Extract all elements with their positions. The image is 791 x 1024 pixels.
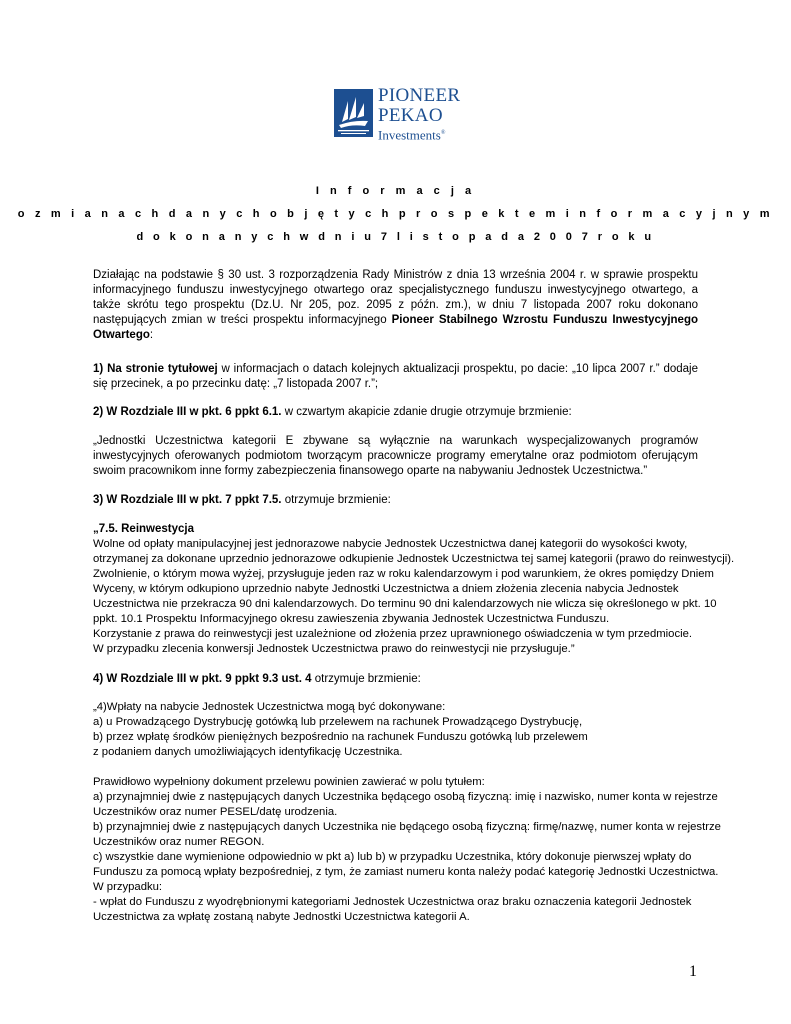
quote-line: b) przynajmniej dwie z następujących danych Uczestnika nie będącego osobą fizyczną: firmę/nazwę, numer konta w rejestrze bbox=[93, 821, 721, 833]
reinwestycja-heading: „7.5. Reinwestycja bbox=[93, 523, 194, 535]
quote-line: a) przynajmniej dwie z następujących danych Uczestnika będącego osobą fizyczną: imię i nazwisko, numer konta w rejestrze bbox=[93, 791, 718, 803]
quote-line: Wyceny, w którym odkupiono uprzednio nabyte Jednostki Uczestnictwa a dniem złożenia zlecenia nabycia Jednostek bbox=[93, 583, 679, 595]
section-2 bbox=[93, 405, 698, 420]
title-line-3: d o k o n a n y c h w d n i u 7 l i s t o p a d a 2 0 0 7 r o k u bbox=[136, 231, 655, 243]
section-3 bbox=[93, 493, 698, 508]
title-line-2: o z m i a n a c h d a n y c h o b j ę t y c h p r o s p e k t e m i n f o r m a c y j n y m bbox=[17, 208, 774, 220]
quote-line: - wpłat do Funduszu z wyodrębnionymi kategoriami Jednostek Uczestnictwa oraz braku oznaczenia kategorii Jednostek bbox=[93, 896, 692, 908]
quote-line: ppkt. 10.1 Prospektu Informacyjnego okresu zawieszenia zbywania Jednostek Uczestnictwa Funduszu. bbox=[93, 613, 610, 625]
title-line-1: I n f o r m a c j a bbox=[315, 185, 476, 197]
logo-registered-mark: ® bbox=[440, 130, 446, 136]
quote-line: Wolne od opłaty manipulacyjnej jest jednorazowe nabycie Jednostek Uczestnictwa danej kategorii do wysokości kwoty, bbox=[93, 538, 688, 550]
quote-line: b) przez wpłatę środków pieniężnych bezpośrednio na rachunek Funduszu gotówką lub przelewem bbox=[93, 731, 588, 743]
quote-line: Uczestników oraz numer PESEL/datę urodzenia. bbox=[93, 806, 338, 818]
section-1 bbox=[93, 362, 698, 392]
logo-line-1: PIONEER bbox=[378, 85, 461, 106]
logo bbox=[378, 86, 460, 142]
section-1-text: w informacjach o datach kolejnych aktualizacji prospektu, po dacie: „10 lipca 2007 r.” dodaje się przecinek, a po przecinku datę: „7 listopada 2007 r.”; bbox=[93, 363, 699, 390]
quote-line: otrzymanej za dokonane uprzednio jednorazowe odkupienie Jednostek Uczestnictwa tej samej kategorii (prawo do reinwestycji). bbox=[93, 553, 735, 565]
intro-paragraph bbox=[93, 268, 698, 343]
quote-line: Korzystanie z prawa do reinwestycji jest uzależnione od złożenia przez uprawnionego oświadczenia w tym przedmiocie. bbox=[93, 628, 693, 640]
section-3-quote-heading bbox=[93, 522, 698, 537]
quote-line: Prawidłowo wypełniony dokument przelewu powinien zawierać w polu tytułem: bbox=[93, 776, 485, 788]
quote-line: z podaniem danych umożliwiających identyfikację Uczestnika. bbox=[93, 746, 403, 758]
quote-line: „4)Wpłaty na nabycie Jednostek Uczestnictwa mogą być dokonywane: bbox=[93, 701, 446, 713]
logo-ship-icon bbox=[334, 89, 373, 137]
quote-line: W przypadku zlecenia konwersji Jednostek Uczestnictwa prawo do reinwestycji nie przysługuje.” bbox=[93, 643, 575, 655]
section-1-heading: 1) Na stronie tytułowej bbox=[93, 363, 218, 375]
quote-line: Zwolnienie, o którym mowa wyżej, przysługuje jeden raz w roku kalendarzowym i pod warunkiem, że okres pomiędzy Dniem bbox=[93, 568, 714, 580]
quote-line: W przypadku: bbox=[93, 881, 163, 893]
quote-line: c) wszystkie dane wymienione odpowiednio w pkt a) lub b) w przypadku Uczestnika, który dokonuje pierwszej wpłaty do bbox=[93, 851, 692, 863]
section-4-quote-b bbox=[93, 775, 721, 925]
section-2-text: w czwartym akapicie zdanie drugie otrzymuje brzmienie: bbox=[281, 406, 572, 418]
section-2-quote: „Jednostki Uczestnictwa kategorii E zbywane są wyłącznie na warunkach wyspecjalizowanych programów inwestycyjnych oferowanych podmiotom tworzącym pracownicze programy emerytalne oraz podmiotom oferującym swoim pracownikom inne formy zabezpieczenia finansowego oparte na nabywaniu Jednostek Uczestnictwa.” bbox=[93, 435, 698, 477]
section-4-quote-a bbox=[93, 700, 698, 760]
quote-line: Uczestnictwa za wpłatę zostaną nabyte Jednostki Uczestnictwa kategorii A. bbox=[93, 911, 470, 923]
page-number: 1 bbox=[689, 963, 697, 980]
intro-end: : bbox=[149, 329, 154, 341]
quote-line: Uczestników oraz numer REGON. bbox=[93, 836, 265, 848]
section-4 bbox=[93, 672, 698, 687]
quote-line: Uczestnictwa nie przekracza 90 dni kalendarzowych. Do terminu 90 dni kalendarzowych nie wlicza się określonego w pkt. 10 bbox=[93, 598, 717, 610]
section-4-text: otrzymuje brzmienie: bbox=[311, 673, 421, 685]
logo-line-2: PEKAO bbox=[378, 105, 443, 126]
logo-line-3 bbox=[378, 126, 460, 142]
quote-line: Funduszu za pomocą wpłaty bezpośredniej, z tym, że zamiast numeru konta należy podać kategorię Jednostki Uczestnictwa. bbox=[93, 866, 719, 878]
section-3-heading: 3) W Rozdziale III w pkt. 7 ppkt 7.5. bbox=[93, 494, 282, 506]
section-3-quote bbox=[93, 537, 735, 657]
section-2-heading: 2) W Rozdziale III w pkt. 6 ppkt 6.1. bbox=[93, 406, 282, 418]
intro-fund-name: Pioneer Stabilnego Wzrostu Funduszu Inwestycyjnego Otwartego bbox=[93, 314, 698, 341]
section-3-text: otrzymuje brzmienie: bbox=[281, 494, 391, 506]
section-4-heading: 4) W Rozdziale III w pkt. 9 ppkt 9.3 ust. 4 bbox=[93, 673, 312, 685]
intro-text: Działając na podstawie § 30 ust. 3 rozporządzenia Rady Ministrów z dnia 13 września 2004 r. w sprawie prospektu informacyjnego funduszu inwestycyjnego otwartego oraz specjalistycznego funduszu inwestycyjnego otwartego, a także skrótu tego prospektu (Dz.U. Nr 205, poz. 2095 z późn. zm.), w dniu 7 listopada 2007 roku dokonano następujących zmian w treści prospektu informacyjnego bbox=[93, 269, 698, 326]
quote-line: a) u Prowadzącego Dystrybucję gotówką lub przelewem na rachunek Prowadzącego Dystrybucję, bbox=[93, 716, 583, 728]
logo-investments: Investments bbox=[378, 127, 441, 143]
